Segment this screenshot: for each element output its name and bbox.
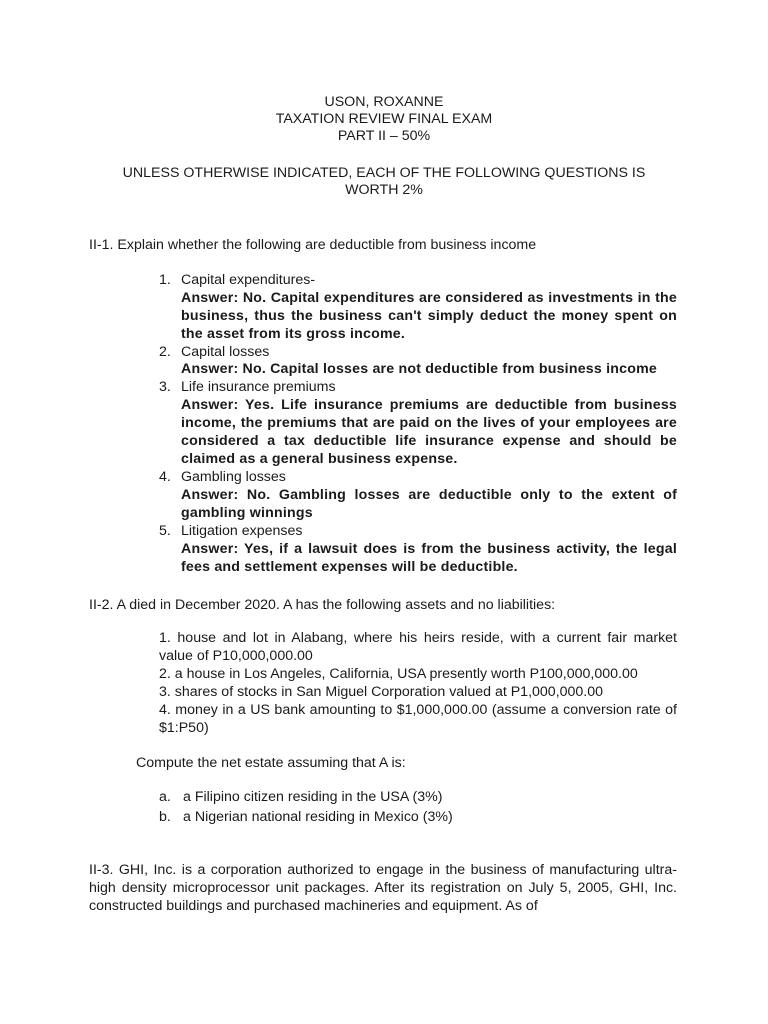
item-answer: Answer: No. Capital losses are not deductible from business income <box>181 361 657 377</box>
asset-item: 4. money in a US bank amounting to $1,000,000.00 (assume a conversion rate of $1:P50) <box>159 702 677 736</box>
instruction-line-2: WORTH 2% <box>345 182 423 198</box>
list-number: 3. <box>159 379 171 395</box>
item-answer: Answer: Yes. Life insurance premiums are deductible from business income, the premiums that are paid on the lives of your employees are considered a tax deductible life insurance expense and should be claimed as a general business expense. <box>181 397 677 467</box>
item-answer: Answer: Yes, if a lawsuit does is from the business activity, the legal fees and settlement expenses will be deductible. <box>181 541 677 575</box>
exam-title: TAXATION REVIEW FINAL EXAM <box>275 111 493 127</box>
question-2-prompt: II-2. A died in December 2020. A has the following assets and no liabilities: <box>89 597 556 613</box>
asset-item: 1. house and lot in Alabang, where his heirs reside, with a current fair market value of P10,000,000.00 <box>159 630 677 664</box>
exam-part: PART II – 50% <box>337 128 431 144</box>
option-letter: a. <box>159 789 171 805</box>
asset-item: 3. shares of stocks in San Miguel Corporation valued at P1,000,000.00 <box>159 684 604 700</box>
question-3-text: II-3. GHI, Inc. is a corporation authorized to engage in the business of manufacturing ultra-high density microprocessor unit packages. After its registration on July 5, 2005, GHI, Inc. constructed buildings and purchased machineries and equipment. As of <box>89 862 677 914</box>
question-1-prompt: II-1. Explain whether the following are deductible from business income <box>89 237 537 253</box>
item-label: Litigation expenses <box>181 523 303 539</box>
item-label: Capital expenditures- <box>181 272 316 288</box>
compute-instruction: Compute the net estate assuming that A is: <box>136 755 406 771</box>
list-number: 1. <box>159 272 171 288</box>
student-name: USON, ROXANNE <box>324 94 444 110</box>
item-label: Capital losses <box>181 344 270 360</box>
item-label: Life insurance premiums <box>181 379 336 395</box>
list-number: 4. <box>159 469 171 485</box>
asset-item: 2. a house in Los Angeles, California, USA presently worth P100,000,000.00 <box>159 666 638 682</box>
item-answer: Answer: No. Gambling losses are deductible only to the extent of gambling winnings <box>181 487 677 521</box>
instruction-line-1: UNLESS OTHERWISE INDICATED, EACH OF THE FOLLOWING QUESTIONS IS <box>122 165 646 181</box>
option-text: a Filipino citizen residing in the USA (3%) <box>183 789 443 805</box>
option-text: a Nigerian national residing in Mexico (3%) <box>183 809 453 825</box>
item-label: Gambling losses <box>181 469 286 485</box>
item-answer: Answer: No. Capital expenditures are considered as investments in the business, thus the business can't simply deduct the money spent on the asset from its gross income. <box>181 290 677 342</box>
option-letter: b. <box>159 809 171 825</box>
list-number: 2. <box>159 344 171 360</box>
list-number: 5. <box>159 523 171 539</box>
